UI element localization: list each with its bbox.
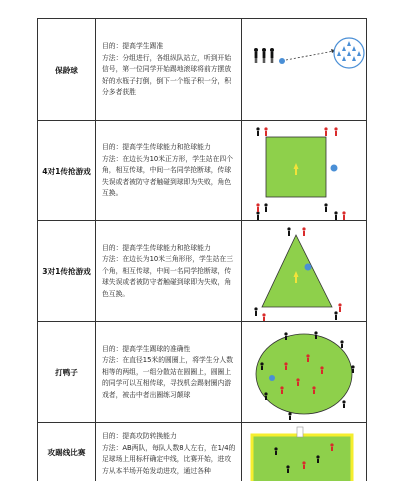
- activity-description: [96, 221, 242, 322]
- half-pitch-icon: [252, 435, 352, 481]
- bowling-diagram: [242, 19, 366, 121]
- ball-icon: [269, 375, 275, 381]
- activity-row-3v1: [37, 220, 367, 322]
- activity-name: 3对1传抢游戏: [38, 221, 96, 322]
- kick-direction-arrow: [286, 51, 334, 60]
- activity-row-bowling: [37, 18, 367, 121]
- circle-drill-diagram: [242, 322, 366, 423]
- activity-row-4v1: [37, 120, 367, 221]
- triangle-field-icon: [262, 235, 332, 307]
- activity-row-duck: [37, 321, 367, 423]
- activity-name: 4对1传抢游戏: [38, 121, 96, 221]
- half-pitch-diagram: [242, 423, 366, 481]
- student-figure-icon: [270, 48, 274, 63]
- activity-goal: 目的：提高学生传球能力和抢球能力: [102, 143, 211, 152]
- activity-goal: 目的：提高学生传球能力和抢球能力: [102, 243, 211, 252]
- ball-icon: [279, 58, 285, 64]
- activity-method: 方法：AB两队，每队人数8人左右，在1/4的足球场上用标杆确定中线，比赛开始，进攻方从本半场开始发动进攻，通过各种: [102, 443, 236, 475]
- circle-field-icon: [256, 334, 352, 414]
- activity-method: 方法：在边长为10米三角形形，学生站在三个角，相互传球，中间一名同学抢断球，传球失误或者被防守者触碰到球即为失败，角色互换。: [102, 255, 233, 298]
- activity-goal: 目的：提高攻防转换能力: [102, 432, 177, 440]
- square-drill-diagram: [242, 121, 366, 221]
- activity-description: [96, 423, 242, 481]
- activity-row-attack-line: [37, 422, 367, 481]
- goal-icon: [297, 427, 303, 437]
- activity-description: [96, 121, 242, 221]
- activity-method: 方法：在直径15米的圆圈上，将学生分人数相等的两组，一组分散站在圆圈上，圆圈上的同学可以互相传球，寻找机会踢射圈内游戏者，被击中者出圈练习颠球: [102, 356, 233, 399]
- ball-icon: [331, 165, 338, 172]
- bottle-pins-icon: [334, 38, 364, 68]
- ball-icon: [305, 264, 312, 271]
- student-figure-icon: [262, 48, 266, 63]
- student-figure-icon: [254, 48, 258, 63]
- activity-goal: 目的：提高学生踢球的准确性: [102, 344, 191, 353]
- activity-method: 方法：在边长为10米正方形，学生站在四个角，相互传球，中间一名同学抢断球，传球失误或者被防守者触碰到球即为失败，角色互换。: [102, 154, 233, 198]
- activity-goal: 目的：提高学生踢准: [102, 42, 164, 51]
- activity-name: 打鸭子: [38, 322, 96, 423]
- activity-method: 方法：分组进行，各组纵队站立，听到开始信号，第一位同学开始踢地滚球将前方摆放好的水瓶子打倒，倒下一个瓶子积一分，积分多者获胜: [102, 53, 232, 97]
- activity-name: 攻踢线比赛: [38, 423, 96, 481]
- activity-description: [96, 19, 242, 121]
- activity-name: 保龄球: [38, 19, 96, 121]
- activity-description: [96, 322, 242, 423]
- triangle-drill-diagram: [242, 221, 366, 322]
